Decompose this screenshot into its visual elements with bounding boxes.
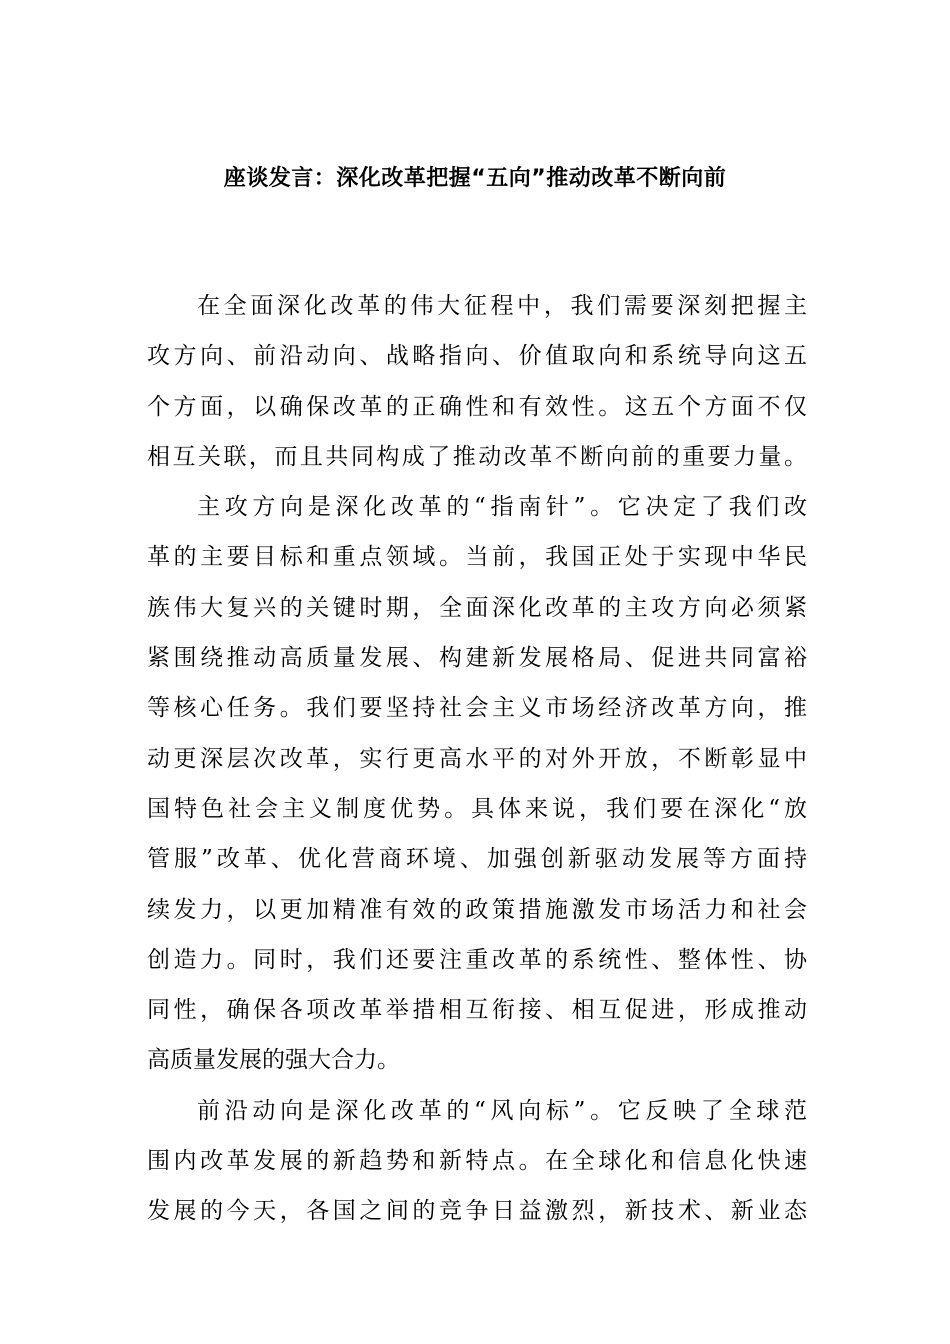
paragraph-1-line-4: 相互关联，而且共同构成了推动改革不断向前的重要力量。 bbox=[147, 443, 807, 470]
paragraph-1-line-3: 个方面，以确保改革的正确性和有效性。这五个方面不仅 bbox=[147, 393, 807, 420]
paragraph-2-line-2: 革的主要目标和重点领域。当前，我国正处于实现中华民 bbox=[147, 544, 807, 571]
paragraph-2-line-7: 国特色社会主义制度优势。具体来说，我们要在深化“放 bbox=[147, 795, 807, 822]
paragraph-2-line-12: 高质量发展的强大合力。 bbox=[147, 1047, 400, 1074]
paragraph-2-line-6: 动更深层次改革，实行更高水平的对外开放，不断彰显中 bbox=[147, 745, 807, 772]
document-title: 座谈发言：深化改革把握“五向”推动改革不断向前 bbox=[223, 166, 727, 191]
paragraph-2-line-9: 续发力，以更加精准有效的政策措施激发市场活力和社会 bbox=[147, 896, 807, 923]
paragraph-2-line-3: 族伟大复兴的关键时期，全面深化改革的主攻方向必须紧 bbox=[147, 594, 807, 621]
paragraph-2-line-10: 创造力。同时，我们还要注重改革的系统性、整体性、协 bbox=[147, 946, 807, 973]
paragraph-1-line-1: 在全面深化改革的伟大征程中，我们需要深刻把握主 bbox=[197, 293, 807, 319]
paragraph-3-line-1: 前沿动向是深化改革的“风向标”。它反映了全球范 bbox=[197, 1097, 807, 1124]
paragraph-2-line-4: 紧围绕推动高质量发展、构建新发展格局、促进共同富裕 bbox=[147, 645, 807, 672]
paragraph-2-line-8: 管服”改革、优化营商环境、加强创新驱动发展等方面持 bbox=[147, 846, 807, 873]
paragraph-2-line-1: 主攻方向是深化改革的“指南针”。它决定了我们改 bbox=[197, 494, 807, 521]
paragraph-1-line-2: 攻方向、前沿动向、战略指向、价值取向和系统导向这五 bbox=[147, 343, 807, 370]
paragraph-2-line-11: 同性，确保各项改革举措相互衔接、相互促进，形成推动 bbox=[147, 997, 807, 1024]
paragraph-3-line-2: 围内改革发展的新趋势和新特点。在全球化和信息化快速 bbox=[147, 1148, 807, 1175]
paragraph-2-line-5: 等核心任务。我们要坚持社会主义市场经济改革方向，推 bbox=[147, 695, 807, 722]
document-body bbox=[147, 281, 807, 1237]
paragraph-3-line-3: 发展的今天，各国之间的竞争日益激烈，新技术、新业态 bbox=[147, 1198, 807, 1225]
